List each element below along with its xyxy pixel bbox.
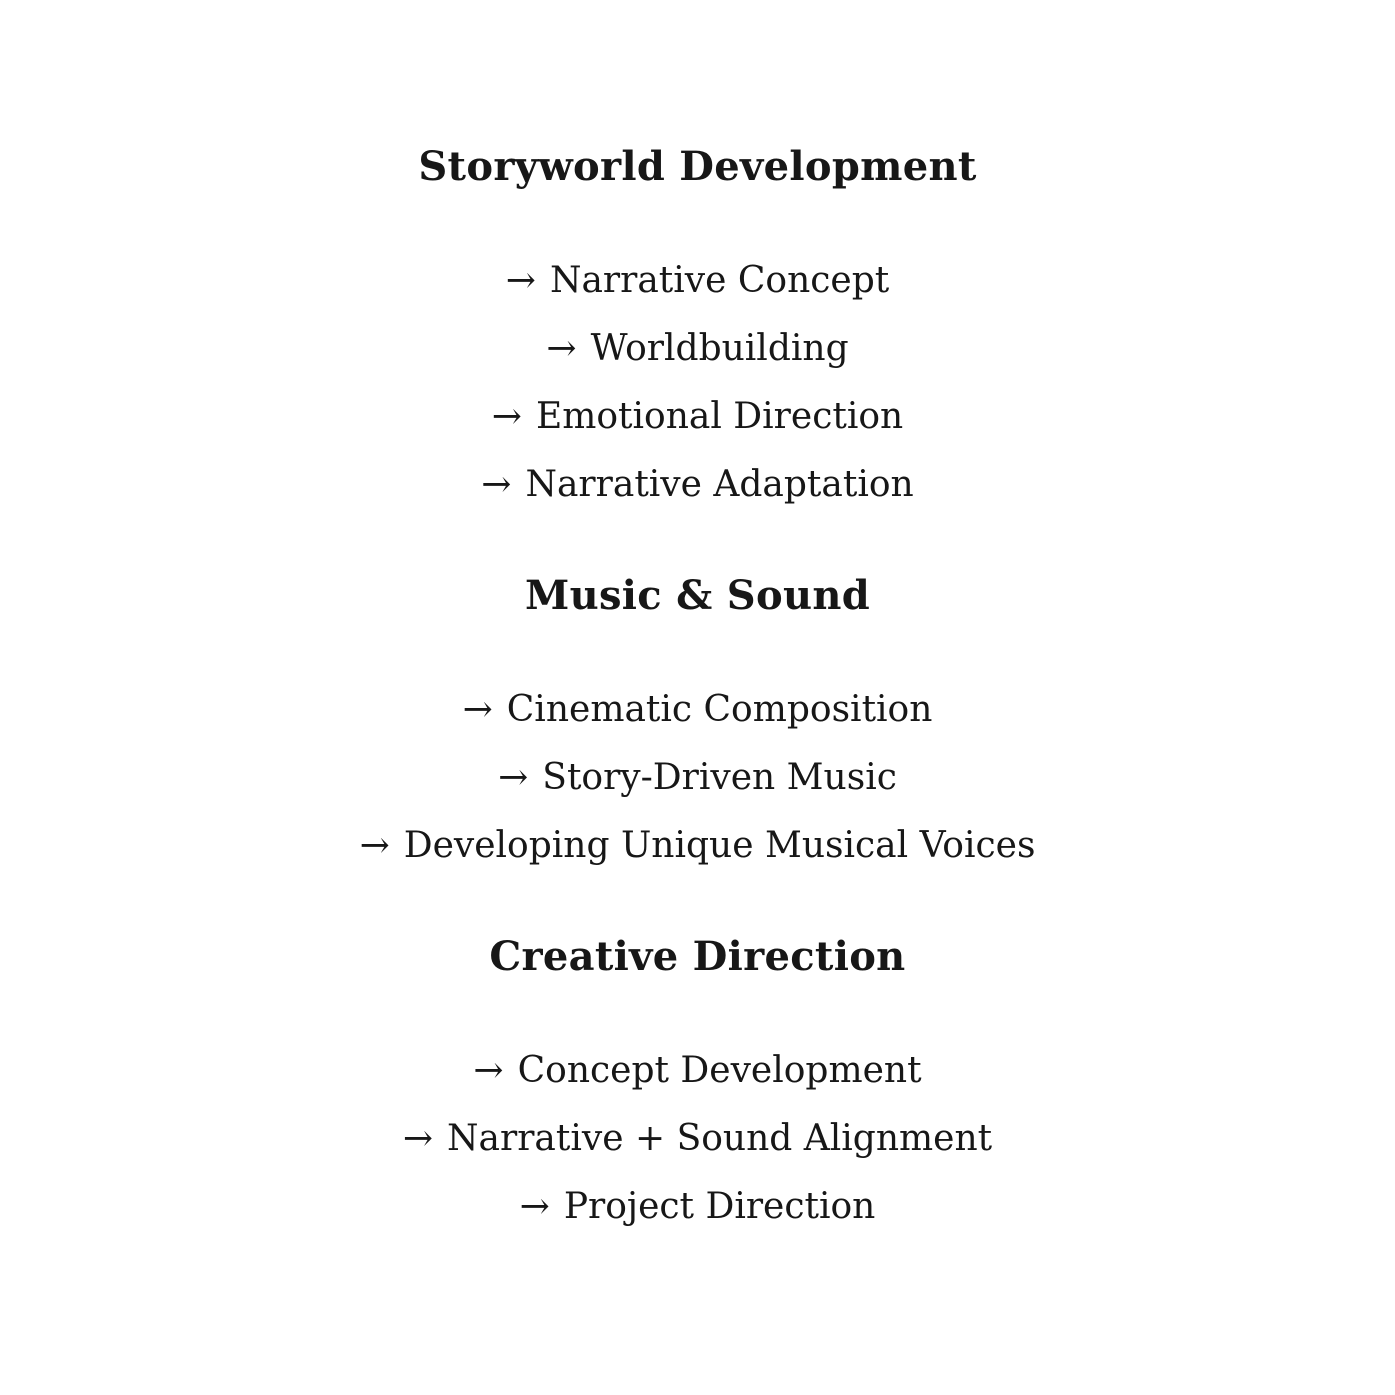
right-arrow-icon: → — [491, 396, 522, 437]
list-item — [0, 744, 1395, 812]
section-title: Creative Direction — [489, 933, 906, 980]
section-list — [0, 1037, 1395, 1241]
list-item-label: Narrative Adaptation — [525, 464, 914, 505]
list-item — [0, 451, 1395, 519]
section-list — [0, 247, 1395, 519]
right-arrow-icon: → — [519, 1186, 550, 1227]
right-arrow-icon: → — [505, 260, 536, 301]
section-creative-direction — [0, 933, 1395, 1241]
list-item-label: Concept Development — [517, 1050, 922, 1091]
list-item — [0, 315, 1395, 383]
section-title: Storyworld Development — [418, 143, 977, 190]
list-item-label: Project Direction — [563, 1186, 876, 1227]
list-item — [0, 1173, 1395, 1241]
list-item-label: Narrative + Sound Alignment — [447, 1118, 993, 1159]
list-item — [0, 1037, 1395, 1105]
list-item-label: Emotional Direction — [535, 396, 904, 437]
list-item — [0, 247, 1395, 315]
right-arrow-icon: → — [462, 689, 493, 730]
right-arrow-icon: → — [473, 1050, 504, 1091]
section-title: Music & Sound — [525, 572, 870, 619]
list-item-label: Narrative Concept — [549, 260, 890, 301]
right-arrow-icon: → — [498, 757, 529, 798]
list-item — [0, 383, 1395, 451]
right-arrow-icon: → — [481, 464, 512, 505]
list-item — [0, 676, 1395, 744]
section-music-and-sound — [0, 572, 1395, 880]
right-arrow-icon: → — [359, 825, 390, 866]
right-arrow-icon: → — [402, 1118, 434, 1159]
list-item-label: Developing Unique Musical Voices — [403, 825, 1036, 866]
list-item-label: Cinematic Composition — [506, 689, 933, 730]
section-storyworld-development — [0, 143, 1395, 519]
list-item — [0, 1105, 1395, 1173]
list-item-label: Worldbuilding — [590, 328, 849, 369]
list-item-label: Story-Driven Music — [542, 757, 897, 798]
right-arrow-icon: → — [546, 328, 577, 369]
section-list — [0, 676, 1395, 880]
list-item — [0, 812, 1395, 880]
